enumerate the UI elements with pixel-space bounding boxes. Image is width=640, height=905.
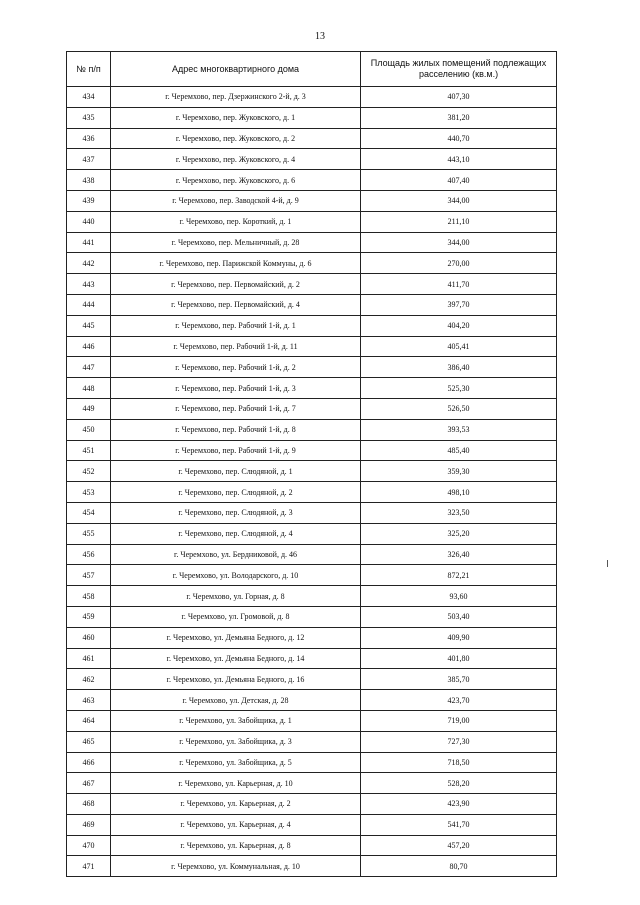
row-number: 458 bbox=[67, 586, 111, 607]
row-number: 443 bbox=[67, 274, 111, 295]
row-number: 435 bbox=[67, 107, 111, 128]
row-number: 461 bbox=[67, 648, 111, 669]
row-area: 344,00 bbox=[361, 190, 557, 211]
row-address: г. Черемхово, пер. Парижской Коммуны, д. 6 bbox=[111, 253, 361, 274]
row-address: г. Черемхово, пер. Рабочий 1-й, д. 11 bbox=[111, 336, 361, 357]
row-address: г. Черемхово, пер. Рабочий 1-й, д. 9 bbox=[111, 440, 361, 461]
row-number: 470 bbox=[67, 835, 111, 856]
table-row bbox=[67, 128, 557, 149]
table-row bbox=[67, 794, 557, 815]
row-area: 498,10 bbox=[361, 482, 557, 503]
table-row bbox=[67, 731, 557, 752]
row-address: г. Черемхово, пер. Заводской 4-й, д. 9 bbox=[111, 190, 361, 211]
row-number: 465 bbox=[67, 731, 111, 752]
row-address: г. Черемхово, ул. Карьерная, д. 8 bbox=[111, 835, 361, 856]
row-address: г. Черемхово, ул. Горная, д. 8 bbox=[111, 586, 361, 607]
row-address: г. Черемхово, пер. Рабочий 1-й, д. 2 bbox=[111, 357, 361, 378]
table-row bbox=[67, 752, 557, 773]
row-number: 460 bbox=[67, 627, 111, 648]
row-address: г. Черемхово, пер. Жуковского, д. 1 bbox=[111, 107, 361, 128]
row-area: 385,70 bbox=[361, 669, 557, 690]
row-area: 325,20 bbox=[361, 523, 557, 544]
table-row bbox=[67, 149, 557, 170]
row-area: 503,40 bbox=[361, 606, 557, 627]
row-area: 872,21 bbox=[361, 565, 557, 586]
table-row bbox=[67, 190, 557, 211]
row-address: г. Черемхово, ул. Забойщика, д. 1 bbox=[111, 710, 361, 731]
row-address: г. Черемхово, ул. Демьяна Бедного, д. 14 bbox=[111, 648, 361, 669]
table-row bbox=[67, 294, 557, 315]
table-row bbox=[67, 565, 557, 586]
row-number: 447 bbox=[67, 357, 111, 378]
row-area: 401,80 bbox=[361, 648, 557, 669]
row-number: 459 bbox=[67, 606, 111, 627]
row-number: 439 bbox=[67, 190, 111, 211]
row-area: 541,70 bbox=[361, 814, 557, 835]
row-area: 719,00 bbox=[361, 710, 557, 731]
row-area: 397,70 bbox=[361, 294, 557, 315]
row-address: г. Черемхово, пер. Рабочий 1-й, д. 3 bbox=[111, 378, 361, 399]
row-address: г. Черемхово, ул. Детская, д. 28 bbox=[111, 690, 361, 711]
row-area: 270,00 bbox=[361, 253, 557, 274]
row-number: 449 bbox=[67, 398, 111, 419]
table-row bbox=[67, 627, 557, 648]
table-row bbox=[67, 274, 557, 295]
header-number: № п/п bbox=[67, 52, 111, 87]
housing-table bbox=[66, 51, 557, 877]
row-number: 440 bbox=[67, 211, 111, 232]
table-row bbox=[67, 606, 557, 627]
row-area: 386,40 bbox=[361, 357, 557, 378]
row-area: 727,30 bbox=[361, 731, 557, 752]
row-area: 359,30 bbox=[361, 461, 557, 482]
row-address: г. Черемхово, ул. Карьерная, д. 2 bbox=[111, 794, 361, 815]
row-number: 466 bbox=[67, 752, 111, 773]
row-number: 437 bbox=[67, 149, 111, 170]
table-row bbox=[67, 814, 557, 835]
row-number: 451 bbox=[67, 440, 111, 461]
row-address: г. Черемхово, ул. Бердниковой, д. 46 bbox=[111, 544, 361, 565]
row-area: 405,41 bbox=[361, 336, 557, 357]
row-number: 446 bbox=[67, 336, 111, 357]
row-address: г. Черемхово, пер. Жуковского, д. 6 bbox=[111, 170, 361, 191]
row-number: 448 bbox=[67, 378, 111, 399]
row-address: г. Черемхово, ул. Володарского, д. 10 bbox=[111, 565, 361, 586]
row-number: 454 bbox=[67, 502, 111, 523]
table-row bbox=[67, 315, 557, 336]
table-row bbox=[67, 87, 557, 108]
row-number: 436 bbox=[67, 128, 111, 149]
page-number: 13 bbox=[315, 31, 325, 42]
row-address: г. Черемхово, пер. Слюдяной, д. 1 bbox=[111, 461, 361, 482]
table-row bbox=[67, 107, 557, 128]
table-row bbox=[67, 378, 557, 399]
row-area: 411,70 bbox=[361, 274, 557, 295]
row-address: г. Черемхово, ул. Забойщика, д. 3 bbox=[111, 731, 361, 752]
header-area: Площадь жилых помещений подлежащих расселению (кв.м.) bbox=[361, 52, 557, 87]
table-row bbox=[67, 398, 557, 419]
table-row bbox=[67, 710, 557, 731]
table-row bbox=[67, 357, 557, 378]
table-row bbox=[67, 419, 557, 440]
row-number: 444 bbox=[67, 294, 111, 315]
row-address: г. Черемхово, пер. Первомайский, д. 4 bbox=[111, 294, 361, 315]
row-address: г. Черемхово, пер. Рабочий 1-й, д. 1 bbox=[111, 315, 361, 336]
row-area: 526,50 bbox=[361, 398, 557, 419]
row-address: г. Черемхово, пер. Короткий, д. 1 bbox=[111, 211, 361, 232]
row-address: г. Черемхово, пер. Первомайский, д. 2 bbox=[111, 274, 361, 295]
table-row bbox=[67, 461, 557, 482]
row-address: г. Черемхово, пер. Жуковского, д. 2 bbox=[111, 128, 361, 149]
row-address: г. Черемхово, ул. Коммунальная, д. 10 bbox=[111, 856, 361, 877]
row-number: 441 bbox=[67, 232, 111, 253]
table-row bbox=[67, 586, 557, 607]
row-area: 404,20 bbox=[361, 315, 557, 336]
row-area: 525,30 bbox=[361, 378, 557, 399]
table-row bbox=[67, 544, 557, 565]
table-row bbox=[67, 502, 557, 523]
row-address: г. Черемхово, пер. Мельничный, д. 28 bbox=[111, 232, 361, 253]
row-number: 468 bbox=[67, 794, 111, 815]
table-row bbox=[67, 835, 557, 856]
row-area: 423,70 bbox=[361, 690, 557, 711]
row-area: 485,40 bbox=[361, 440, 557, 461]
margin-mark bbox=[607, 560, 611, 567]
table-row bbox=[67, 336, 557, 357]
row-number: 445 bbox=[67, 315, 111, 336]
row-area: 443,10 bbox=[361, 149, 557, 170]
table-body bbox=[67, 87, 557, 877]
table-row bbox=[67, 773, 557, 794]
row-number: 471 bbox=[67, 856, 111, 877]
row-area: 344,00 bbox=[361, 232, 557, 253]
row-number: 438 bbox=[67, 170, 111, 191]
row-area: 323,50 bbox=[361, 502, 557, 523]
table-header-row bbox=[67, 52, 557, 87]
row-area: 211,10 bbox=[361, 211, 557, 232]
row-number: 464 bbox=[67, 710, 111, 731]
table-row bbox=[67, 253, 557, 274]
row-area: 528,20 bbox=[361, 773, 557, 794]
table-row bbox=[67, 856, 557, 877]
row-area: 407,30 bbox=[361, 87, 557, 108]
row-number: 453 bbox=[67, 482, 111, 503]
row-address: г. Черемхово, ул. Карьерная, д. 10 bbox=[111, 773, 361, 794]
row-address: г. Черемхово, ул. Карьерная, д. 4 bbox=[111, 814, 361, 835]
row-address: г. Черемхово, пер. Рабочий 1-й, д. 7 bbox=[111, 398, 361, 419]
row-number: 450 bbox=[67, 419, 111, 440]
row-address: г. Черемхово, пер. Слюдяной, д. 3 bbox=[111, 502, 361, 523]
row-address: г. Черемхово, ул. Забойщика, д. 5 bbox=[111, 752, 361, 773]
row-number: 462 bbox=[67, 669, 111, 690]
row-address: г. Черемхово, пер. Слюдяной, д. 4 bbox=[111, 523, 361, 544]
row-number: 442 bbox=[67, 253, 111, 274]
row-address: г. Черемхово, ул. Демьяна Бедного, д. 12 bbox=[111, 627, 361, 648]
row-area: 80,70 bbox=[361, 856, 557, 877]
row-address: г. Черемхово, ул. Громовой, д. 8 bbox=[111, 606, 361, 627]
row-number: 463 bbox=[67, 690, 111, 711]
row-area: 423,90 bbox=[361, 794, 557, 815]
row-number: 452 bbox=[67, 461, 111, 482]
table-row bbox=[67, 690, 557, 711]
row-address: г. Черемхово, пер. Рабочий 1-й, д. 8 bbox=[111, 419, 361, 440]
row-area: 393,53 bbox=[361, 419, 557, 440]
row-address: г. Черемхово, ул. Демьяна Бедного, д. 16 bbox=[111, 669, 361, 690]
row-area: 457,20 bbox=[361, 835, 557, 856]
table-row bbox=[67, 523, 557, 544]
row-area: 440,70 bbox=[361, 128, 557, 149]
row-number: 455 bbox=[67, 523, 111, 544]
row-address: г. Черемхово, пер. Дзержинского 2-й, д. 3 bbox=[111, 87, 361, 108]
row-number: 469 bbox=[67, 814, 111, 835]
table-row bbox=[67, 648, 557, 669]
table-row bbox=[67, 211, 557, 232]
row-area: 381,20 bbox=[361, 107, 557, 128]
row-address: г. Черемхово, пер. Жуковского, д. 4 bbox=[111, 149, 361, 170]
row-address: г. Черемхово, пер. Слюдяной, д. 2 bbox=[111, 482, 361, 503]
table-row bbox=[67, 170, 557, 191]
row-area: 407,40 bbox=[361, 170, 557, 191]
table-row bbox=[67, 482, 557, 503]
table-row bbox=[67, 232, 557, 253]
row-number: 456 bbox=[67, 544, 111, 565]
row-number: 467 bbox=[67, 773, 111, 794]
row-area: 326,40 bbox=[361, 544, 557, 565]
header-address: Адрес многоквартирного дома bbox=[111, 52, 361, 87]
row-area: 93,60 bbox=[361, 586, 557, 607]
table-row bbox=[67, 440, 557, 461]
table-row bbox=[67, 669, 557, 690]
row-number: 457 bbox=[67, 565, 111, 586]
row-area: 718,50 bbox=[361, 752, 557, 773]
row-area: 409,90 bbox=[361, 627, 557, 648]
row-number: 434 bbox=[67, 87, 111, 108]
